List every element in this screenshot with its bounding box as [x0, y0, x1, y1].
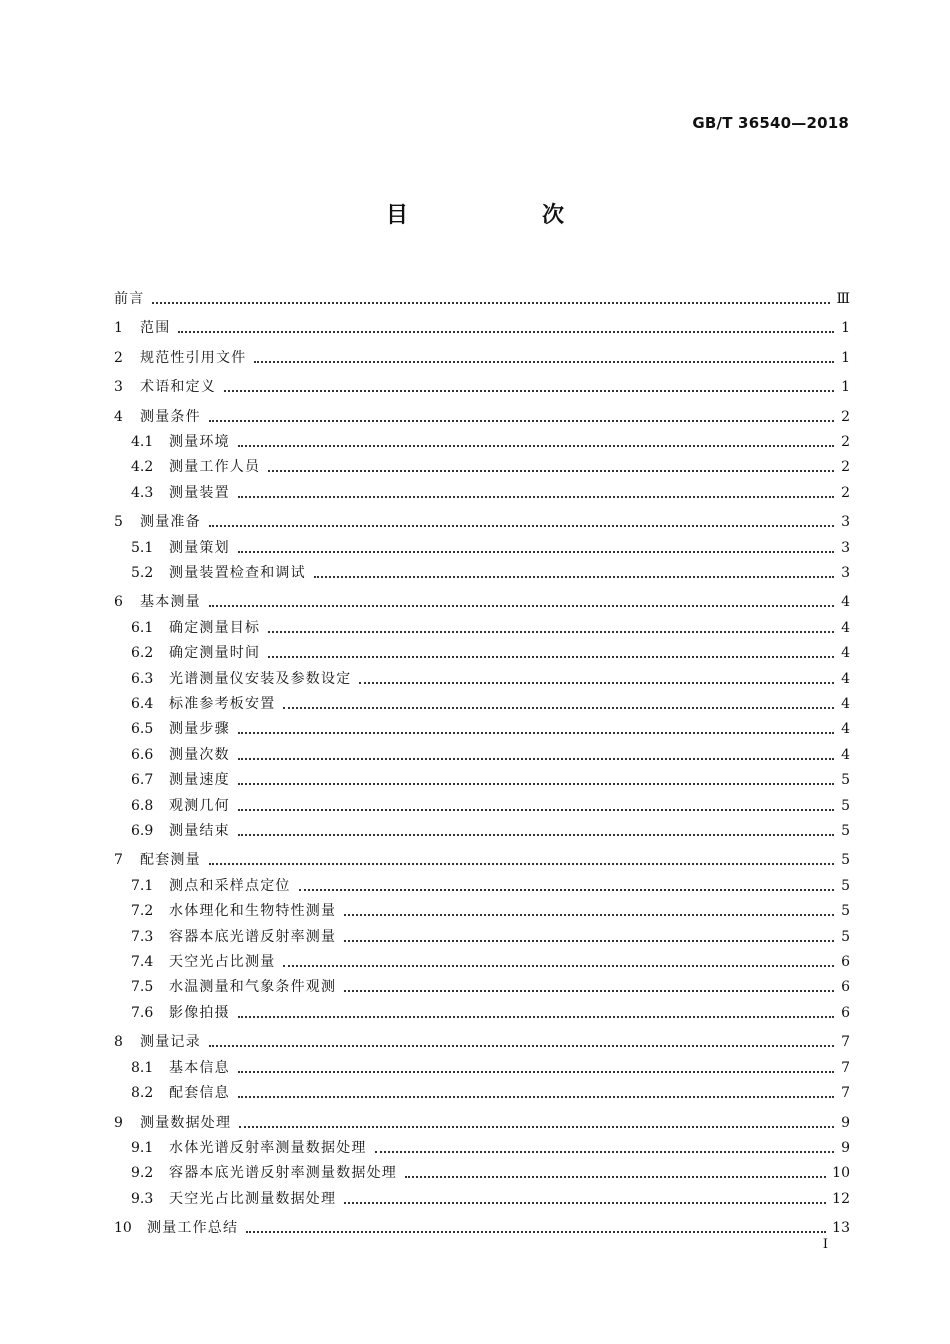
toc-entry-page: 4	[841, 594, 850, 611]
toc-entry-label: 天空光占比测量数据处理	[169, 1190, 337, 1207]
toc-entry-page: 5	[841, 772, 850, 789]
toc-entry-label: 光谱测量仪安装及参数设定	[169, 670, 352, 687]
toc-entry-number: 7.2	[131, 903, 154, 920]
dot-leader	[359, 682, 834, 684]
toc-entry-page: 6	[841, 1004, 850, 1021]
toc-entry-page: 5	[841, 852, 850, 869]
toc-entry-page: 3	[841, 539, 850, 556]
dot-leader	[238, 1071, 834, 1073]
toc-entry-page: 1	[841, 320, 850, 336]
toc-entry-number: 9.3	[131, 1190, 154, 1207]
toc-entry-label: 术语和定义	[140, 379, 216, 395]
dot-leader	[209, 525, 834, 527]
toc-entry[interactable]	[114, 946, 850, 971]
toc-entry-page: 4	[841, 696, 850, 713]
toc-entry-label: 测量装置检查和调试	[169, 564, 306, 581]
toc-entry[interactable]	[114, 476, 850, 501]
toc-entry[interactable]	[114, 582, 850, 612]
toc-entry-label: 测量工作人员	[169, 459, 261, 476]
toc-entry[interactable]	[114, 611, 850, 636]
dot-leader	[238, 445, 834, 447]
dot-leader	[268, 631, 834, 633]
toc-entry[interactable]	[114, 1077, 850, 1102]
toc-entry-number: 5	[114, 514, 123, 531]
toc-entry-label: 测量工作总结	[147, 1220, 239, 1237]
toc-entry[interactable]	[114, 278, 850, 308]
dot-leader	[238, 834, 834, 836]
toc-entry-page: 5	[841, 797, 850, 814]
toc-entry[interactable]	[114, 1182, 850, 1207]
dot-leader	[344, 940, 834, 942]
toc-entry-number: 2	[114, 349, 123, 366]
toc-entry-page: 2	[841, 459, 850, 476]
toc-entry-number: 8.2	[131, 1085, 154, 1102]
toc-entry[interactable]	[114, 426, 850, 451]
toc-entry-number: 4	[114, 408, 123, 425]
toc-entry-label: 配套测量	[140, 852, 201, 869]
toc-entry-number: 10	[114, 1220, 132, 1237]
toc-entry[interactable]	[114, 869, 850, 894]
toc-entry-number: 7.3	[131, 928, 154, 945]
toc-entry-page: 1	[841, 349, 850, 366]
toc-entry-number: 5.1	[131, 539, 154, 556]
toc-entry[interactable]	[114, 1022, 850, 1052]
toc-entry-page: 5	[841, 822, 850, 839]
toc-entry-number: 6.6	[131, 746, 154, 763]
toc-entry-label: 配套信息	[169, 1085, 230, 1102]
dot-leader	[344, 914, 834, 916]
toc-entry-label: 测量步骤	[169, 721, 230, 738]
toc-entry[interactable]	[114, 396, 850, 426]
toc-entry-number: 9.2	[131, 1165, 154, 1182]
toc-entry-number: 6.3	[131, 670, 154, 687]
dot-leader	[209, 420, 834, 422]
toc-entry-label: 水温测量和气象条件观测	[169, 979, 337, 996]
toc-entry-number: 4.3	[131, 484, 154, 501]
page-title: 目 次	[385, 203, 620, 228]
toc-entry-page: 2	[841, 484, 850, 501]
toc-entry-page: 3	[841, 564, 850, 581]
toc-entry-label: 规范性引用文件	[140, 349, 247, 366]
toc-entry-number: 7	[114, 852, 123, 869]
toc-entry-page: 12	[832, 1190, 850, 1207]
page-number: Ⅰ	[822, 1237, 828, 1252]
dot-leader	[238, 732, 834, 734]
toc-entry[interactable]	[114, 531, 850, 556]
toc-entry[interactable]	[114, 662, 850, 687]
dot-leader	[283, 965, 834, 967]
toc-entry[interactable]	[114, 920, 850, 945]
toc-entry[interactable]	[114, 637, 850, 662]
dot-leader	[209, 1045, 834, 1047]
toc-entry[interactable]	[114, 840, 850, 870]
toc-entry-page: 4	[841, 645, 850, 662]
toc-entry-label: 基本测量	[140, 594, 201, 611]
toc-entry-number: 1	[114, 320, 123, 336]
toc-entry-number: 6	[114, 594, 123, 611]
toc-entry-label: 水体理化和生物特性测量	[169, 903, 337, 920]
toc-entry-page: 4	[841, 619, 850, 636]
dot-leader	[239, 1126, 834, 1128]
toc-entry-label: 测量装置	[169, 484, 230, 501]
dot-leader	[283, 707, 834, 709]
document-code: GB/T 36540—2018	[692, 114, 849, 132]
dot-leader	[209, 605, 834, 607]
toc-entry[interactable]	[114, 971, 850, 996]
dot-leader	[254, 361, 834, 363]
toc-entry[interactable]	[114, 1102, 850, 1132]
toc-entry-page: 4	[841, 670, 850, 687]
toc-entry-number: 4.2	[131, 459, 154, 476]
dot-leader	[238, 496, 834, 498]
toc-entry[interactable]	[114, 764, 850, 789]
toc-entry-label: 水体光谱反射率测量数据处理	[169, 1139, 367, 1156]
toc-entry[interactable]	[114, 557, 850, 582]
toc-entry-label: 测点和采样点定位	[169, 877, 291, 894]
toc-entry-page: 5	[841, 877, 850, 894]
toc-entry[interactable]	[114, 502, 850, 532]
toc-entry-page: 1	[841, 379, 850, 395]
toc-entry-label: 基本信息	[169, 1059, 230, 1076]
toc-entry-page: 4	[841, 721, 850, 738]
dot-leader	[209, 863, 834, 865]
toc-entry[interactable]	[114, 738, 850, 763]
toc-entry-page: 10	[832, 1165, 850, 1182]
toc-entry-number: 6.1	[131, 619, 154, 636]
toc-entry-label: 测量条件	[140, 408, 201, 425]
toc-entry-number: 9.1	[131, 1139, 154, 1156]
toc-entry-number: 7.1	[131, 877, 154, 894]
toc-entry-number: 6.8	[131, 797, 154, 814]
toc-entry-label: 观测几何	[169, 797, 230, 814]
toc-entry-label: 确定测量目标	[169, 619, 261, 636]
dot-leader	[238, 809, 834, 811]
toc-entry-page: 7	[841, 1085, 850, 1102]
toc-entry-page: 2	[841, 433, 850, 450]
toc-entry-label: 测量环境	[169, 433, 230, 450]
toc-entry-number: 6.4	[131, 696, 154, 713]
toc-entry[interactable]	[114, 815, 850, 840]
toc-entry-label: 测量数据处理	[140, 1114, 232, 1131]
dot-leader	[246, 1231, 826, 1233]
toc-entry-number: 6.7	[131, 772, 154, 789]
toc-entry-page: 7	[841, 1034, 850, 1051]
toc-entry-page: 5	[841, 903, 850, 920]
toc-entry-label: 容器本底光谱反射率测量	[169, 928, 337, 945]
toc-entry-number: 7.6	[131, 1004, 154, 1021]
toc-entry-label: 天空光占比测量	[169, 954, 276, 971]
toc-entry[interactable]	[114, 996, 850, 1021]
dot-leader	[238, 551, 834, 553]
toc-entry-label: 测量次数	[169, 746, 230, 763]
toc-entry[interactable]	[114, 713, 850, 738]
toc-entry-label: 容器本底光谱反射率测量数据处理	[169, 1165, 397, 1182]
toc-entry-page: Ⅲ	[836, 290, 850, 307]
toc-entry-page: 4	[841, 746, 850, 763]
toc-entry[interactable]	[114, 337, 850, 367]
toc-entry-number: 3	[114, 379, 123, 395]
dot-leader	[268, 470, 834, 472]
toc-entry-page: 5	[841, 928, 850, 945]
toc-entry-number: 4.1	[131, 433, 154, 450]
toc-entry-number: 7.5	[131, 979, 154, 996]
toc-entry-page: 2	[841, 408, 850, 425]
dot-leader	[224, 390, 834, 392]
toc-entry-label: 测量策划	[169, 539, 230, 556]
toc-entry-label: 测量准备	[140, 514, 201, 531]
toc-entry-number: 5.2	[131, 564, 154, 581]
toc-entry[interactable]	[114, 688, 850, 713]
toc-entry[interactable]	[114, 1208, 850, 1238]
toc-entry-label: 测量结束	[169, 822, 230, 839]
toc-entry[interactable]	[114, 1132, 850, 1157]
toc-entry-number: 6.5	[131, 721, 154, 738]
toc-entry-label: 标准参考板安置	[169, 696, 276, 713]
toc-entry-page: 9	[841, 1114, 850, 1131]
dot-leader	[268, 656, 834, 658]
dot-leader	[238, 1016, 834, 1018]
dot-leader	[299, 889, 834, 891]
toc-entry[interactable]	[114, 789, 850, 814]
toc-entry-page: 9	[841, 1139, 850, 1156]
toc-entry-label: 前言	[114, 290, 145, 307]
dot-leader	[375, 1151, 834, 1153]
toc-entry-page: 6	[841, 979, 850, 996]
toc-entry-number: 9	[114, 1114, 123, 1131]
toc-entry-page: 3	[841, 514, 850, 531]
toc-entry-label: 确定测量时间	[169, 645, 261, 662]
toc-entry-number: 6.9	[131, 822, 154, 839]
toc-entry-number: 8	[114, 1034, 123, 1051]
dot-leader	[178, 331, 834, 333]
toc-entry[interactable]	[114, 451, 850, 476]
toc-entry[interactable]	[114, 895, 850, 920]
dot-leader	[238, 783, 834, 785]
toc-entry[interactable]	[114, 367, 850, 397]
toc-entry[interactable]	[114, 1157, 850, 1182]
dot-leader	[238, 1096, 834, 1098]
dot-leader	[238, 758, 834, 760]
dot-leader	[344, 990, 834, 992]
toc-entry-page: 6	[841, 954, 850, 971]
toc-entry-page: 13	[832, 1220, 850, 1237]
toc-entry[interactable]	[114, 308, 850, 338]
dot-leader	[405, 1176, 826, 1178]
toc-entry[interactable]	[114, 1051, 850, 1076]
toc-entry-number: 7.4	[131, 954, 154, 971]
toc-entry-label: 范围	[140, 320, 171, 336]
table-of-contents	[114, 278, 850, 1237]
toc-entry-page: 7	[841, 1059, 850, 1076]
toc-entry-number: 8.1	[131, 1059, 154, 1076]
toc-entry-label: 影像拍摄	[169, 1004, 230, 1021]
toc-entry-label: 测量速度	[169, 772, 230, 789]
dot-leader	[152, 302, 830, 304]
dot-leader	[344, 1202, 826, 1204]
toc-entry-number: 6.2	[131, 645, 154, 662]
dot-leader	[314, 576, 834, 578]
toc-entry-label: 测量记录	[140, 1034, 201, 1051]
